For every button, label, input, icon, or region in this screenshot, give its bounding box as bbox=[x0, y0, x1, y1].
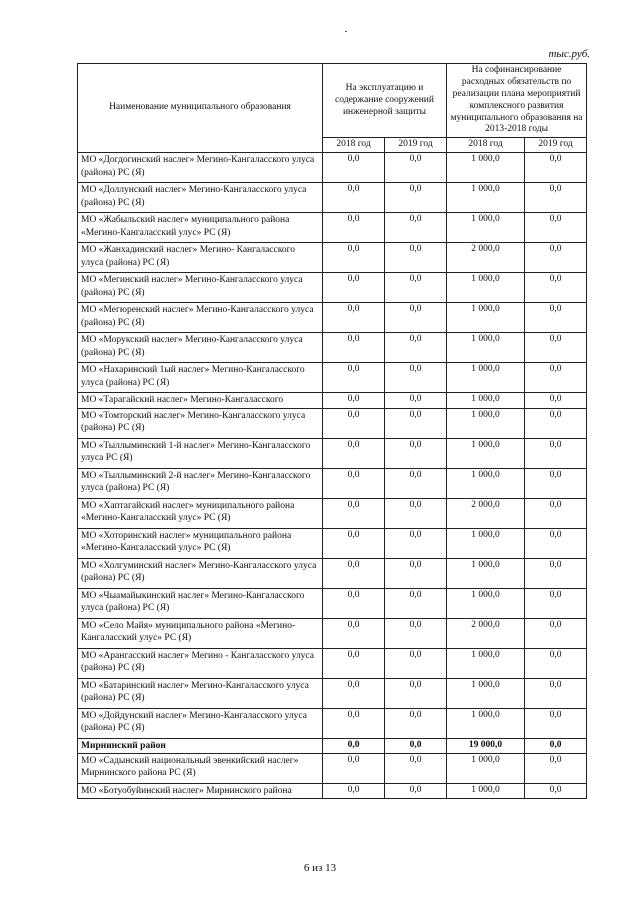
amount-cell: 0,0 bbox=[385, 708, 447, 738]
municipality-name: МО «Хаптагайский наслег» муниципального района «Мегино-Кангаласский улус» РС (Я) bbox=[78, 498, 323, 528]
table-row bbox=[78, 393, 587, 408]
municipality-name: МО «Садынский национальный эвенкийский наслег» Мирнинского района РС (Я) bbox=[78, 753, 323, 783]
municipality-name: МО «Томторский наслег» Мегино-Кангаласского улуса (района) РС (Я) bbox=[78, 408, 323, 438]
table-row bbox=[78, 738, 587, 753]
amount-cell: 1 000,0 bbox=[447, 303, 525, 333]
amount-cell: 1 000,0 bbox=[447, 753, 525, 783]
amount-cell: 0,0 bbox=[323, 753, 385, 783]
municipality-name: МО «Жанхадинский наслег» Мегино- Кангаласского улуса (района) РС (Я) bbox=[78, 243, 323, 273]
table-row bbox=[78, 558, 587, 588]
municipality-name: МО «Село Майя» муниципального района «Мегино-Кангаласский улус» РС (Я) bbox=[78, 618, 323, 648]
amount-cell: 0,0 bbox=[385, 558, 447, 588]
amount-cell: 0,0 bbox=[525, 738, 587, 753]
amount-cell: 0,0 bbox=[323, 393, 385, 408]
amount-cell: 0,0 bbox=[525, 783, 587, 798]
amount-cell: 0,0 bbox=[323, 303, 385, 333]
municipality-name: МО «Догдогинский наслег» Мегино-Кангаласского улуса (района) РС (Я) bbox=[78, 153, 323, 183]
amount-cell: 1 000,0 bbox=[447, 363, 525, 393]
amount-cell: 0,0 bbox=[323, 708, 385, 738]
municipality-name: МО «Морукский наслег» Мегино-Кангаласского улуса (района) РС (Я) bbox=[78, 333, 323, 363]
amount-cell: 0,0 bbox=[385, 408, 447, 438]
amount-cell: 1 000,0 bbox=[447, 558, 525, 588]
amount-cell: 2 000,0 bbox=[447, 618, 525, 648]
table-row bbox=[78, 678, 587, 708]
amount-cell: 0,0 bbox=[385, 783, 447, 798]
amount-cell: 0,0 bbox=[525, 363, 587, 393]
amount-cell: 0,0 bbox=[385, 153, 447, 183]
amount-cell: 0,0 bbox=[323, 783, 385, 798]
amount-cell: 0,0 bbox=[323, 528, 385, 558]
amount-cell: 0,0 bbox=[323, 363, 385, 393]
amount-cell: 0,0 bbox=[525, 498, 587, 528]
amount-cell: 1 000,0 bbox=[447, 183, 525, 213]
amount-cell: 0,0 bbox=[525, 393, 587, 408]
budget-table bbox=[77, 63, 587, 799]
table-row bbox=[78, 243, 587, 273]
amount-cell: 0,0 bbox=[323, 618, 385, 648]
table-row bbox=[78, 363, 587, 393]
amount-cell: 0,0 bbox=[525, 528, 587, 558]
amount-cell: 0,0 bbox=[323, 213, 385, 243]
amount-cell: 0,0 bbox=[323, 438, 385, 468]
amount-cell: 1 000,0 bbox=[447, 588, 525, 618]
municipality-name: МО «Мегюренский наслег» Мегино-Кангаласского улуса (района) РС (Я) bbox=[78, 303, 323, 333]
header-year: 2019 год bbox=[525, 138, 587, 153]
table-row bbox=[78, 708, 587, 738]
amount-cell: 0,0 bbox=[385, 588, 447, 618]
amount-cell: 1 000,0 bbox=[447, 393, 525, 408]
amount-cell: 0,0 bbox=[525, 183, 587, 213]
amount-cell: 0,0 bbox=[525, 558, 587, 588]
amount-cell: 0,0 bbox=[323, 273, 385, 303]
municipality-name: МО «Хоторинский наслег» муниципального района «Мегино-Кангаласский улус» РС (Я) bbox=[78, 528, 323, 558]
table-row bbox=[78, 273, 587, 303]
amount-cell: 1 000,0 bbox=[447, 678, 525, 708]
amount-cell: 0,0 bbox=[525, 648, 587, 678]
amount-cell: 0,0 bbox=[323, 153, 385, 183]
amount-cell: 0,0 bbox=[323, 678, 385, 708]
amount-cell: 0,0 bbox=[525, 678, 587, 708]
header-name-column: Наименование муниципального образования bbox=[78, 64, 323, 153]
amount-cell: 1 000,0 bbox=[447, 438, 525, 468]
amount-cell: 0,0 bbox=[385, 738, 447, 753]
amount-cell: 0,0 bbox=[525, 213, 587, 243]
municipality-name: МО «Ботуобуйинский наслег» Мирнинского района bbox=[78, 783, 323, 798]
table-row bbox=[78, 183, 587, 213]
table-row bbox=[78, 213, 587, 243]
amount-cell: 0,0 bbox=[525, 303, 587, 333]
amount-cell: 1 000,0 bbox=[447, 273, 525, 303]
amount-cell: 0,0 bbox=[323, 588, 385, 618]
amount-cell: 0,0 bbox=[385, 678, 447, 708]
amount-cell: 0,0 bbox=[323, 468, 385, 498]
scan-mark bbox=[345, 31, 347, 32]
amount-cell: 0,0 bbox=[525, 243, 587, 273]
unit-label: тыс.руб. bbox=[548, 48, 590, 60]
amount-cell: 0,0 bbox=[323, 333, 385, 363]
amount-cell: 0,0 bbox=[323, 243, 385, 273]
table-row bbox=[78, 588, 587, 618]
table-row bbox=[78, 648, 587, 678]
municipality-name: МО «Чыамайыкинский наслег» Мегино-Кангаласского улуса (района) РС (Я) bbox=[78, 588, 323, 618]
municipality-name: МО «Мегинский наслег» Мегино-Кангаласского улуса (района) РС (Я) bbox=[78, 273, 323, 303]
table-row bbox=[78, 468, 587, 498]
amount-cell: 0,0 bbox=[525, 753, 587, 783]
amount-cell: 1 000,0 bbox=[447, 468, 525, 498]
amount-cell: 1 000,0 bbox=[447, 528, 525, 558]
amount-cell: 0,0 bbox=[385, 618, 447, 648]
amount-cell: 0,0 bbox=[385, 498, 447, 528]
municipality-name: МО «Арангасский наслег» Мегино - Кангаласского улуса (района) РС (Я) bbox=[78, 648, 323, 678]
amount-cell: 0,0 bbox=[385, 243, 447, 273]
amount-cell: 19 000,0 bbox=[447, 738, 525, 753]
municipality-name: МО «Жабыльский наслег» муниципального района «Мегино-Кангаласский улус» РС (Я) bbox=[78, 213, 323, 243]
municipality-name: Мирнинский район bbox=[78, 738, 323, 753]
municipality-name: МО «Тыллыминский 1-й наслег» Мегино-Кангаласского улуса РС (Я) bbox=[78, 438, 323, 468]
page-number: 6 из 13 bbox=[303, 862, 337, 874]
amount-cell: 0,0 bbox=[525, 153, 587, 183]
amount-cell: 0,0 bbox=[525, 468, 587, 498]
amount-cell: 0,0 bbox=[385, 183, 447, 213]
municipality-name: МО «Нахаринский 1ый наслег» Мегино-Кангаласского улуса (района) РС (Я) bbox=[78, 363, 323, 393]
amount-cell: 0,0 bbox=[323, 648, 385, 678]
amount-cell: 0,0 bbox=[385, 393, 447, 408]
amount-cell: 0,0 bbox=[385, 273, 447, 303]
amount-cell: 0,0 bbox=[385, 753, 447, 783]
table-row bbox=[78, 333, 587, 363]
header-year: 2018 год bbox=[447, 138, 525, 153]
amount-cell: 0,0 bbox=[385, 438, 447, 468]
amount-cell: 0,0 bbox=[525, 708, 587, 738]
amount-cell: 1 000,0 bbox=[447, 333, 525, 363]
amount-cell: 1 000,0 bbox=[447, 213, 525, 243]
amount-cell: 0,0 bbox=[385, 303, 447, 333]
header-year: 2018 год bbox=[323, 138, 385, 153]
amount-cell: 0,0 bbox=[323, 558, 385, 588]
amount-cell: 1 000,0 bbox=[447, 783, 525, 798]
municipality-name: МО «Тарагайский наслег» Мегино-Кангаласского bbox=[78, 393, 323, 408]
amount-cell: 0,0 bbox=[385, 333, 447, 363]
amount-cell: 0,0 bbox=[385, 363, 447, 393]
table-body bbox=[78, 153, 587, 799]
amount-cell: 1 000,0 bbox=[447, 708, 525, 738]
amount-cell: 0,0 bbox=[385, 213, 447, 243]
header-cofinancing: На софинансирование расходных обязательств по реализации плана мероприятий комплексного развития муниципального образования на 2013-2018 годы bbox=[447, 64, 587, 138]
table-row bbox=[78, 618, 587, 648]
municipality-name: МО «Батаринский наслег» Мегино-Кангаласского улуса (района) РС (Я) bbox=[78, 678, 323, 708]
amount-cell: 0,0 bbox=[525, 588, 587, 618]
table-row bbox=[78, 498, 587, 528]
amount-cell: 0,0 bbox=[385, 468, 447, 498]
municipality-name: МО «Доллунский наслег» Мегино-Кангаласского улуса (района) РС (Я) bbox=[78, 183, 323, 213]
header-engineering-protection: На эксплуатацию и содержание сооружений инженерной защиты bbox=[323, 64, 447, 138]
amount-cell: 0,0 bbox=[323, 183, 385, 213]
amount-cell: 0,0 bbox=[385, 648, 447, 678]
amount-cell: 1 000,0 bbox=[447, 648, 525, 678]
table-row bbox=[78, 528, 587, 558]
amount-cell: 0,0 bbox=[525, 408, 587, 438]
table-row bbox=[78, 408, 587, 438]
amount-cell: 0,0 bbox=[385, 528, 447, 558]
amount-cell: 0,0 bbox=[525, 618, 587, 648]
table-row bbox=[78, 753, 587, 783]
header-year: 2019 год bbox=[385, 138, 447, 153]
amount-cell: 0,0 bbox=[525, 438, 587, 468]
municipality-name: МО «Дойдунский наслег» Мегино-Кангаласского улуса (района) РС (Я) bbox=[78, 708, 323, 738]
table-row bbox=[78, 438, 587, 468]
table-row bbox=[78, 303, 587, 333]
municipality-name: МО «Тыллыминский 2-й наслег» Мегино-Кангаласского улуса (района) РС (Я) bbox=[78, 468, 323, 498]
amount-cell: 2 000,0 bbox=[447, 243, 525, 273]
table-row bbox=[78, 153, 587, 183]
amount-cell: 1 000,0 bbox=[447, 408, 525, 438]
amount-cell: 0,0 bbox=[323, 408, 385, 438]
amount-cell: 2 000,0 bbox=[447, 498, 525, 528]
municipality-name: МО «Холгуминский наслег» Мегино-Кангаласского улуса (района) РС (Я) bbox=[78, 558, 323, 588]
amount-cell: 0,0 bbox=[525, 273, 587, 303]
amount-cell: 0,0 bbox=[323, 738, 385, 753]
amount-cell: 0,0 bbox=[525, 333, 587, 363]
amount-cell: 1 000,0 bbox=[447, 153, 525, 183]
table-row bbox=[78, 783, 587, 798]
amount-cell: 0,0 bbox=[323, 498, 385, 528]
